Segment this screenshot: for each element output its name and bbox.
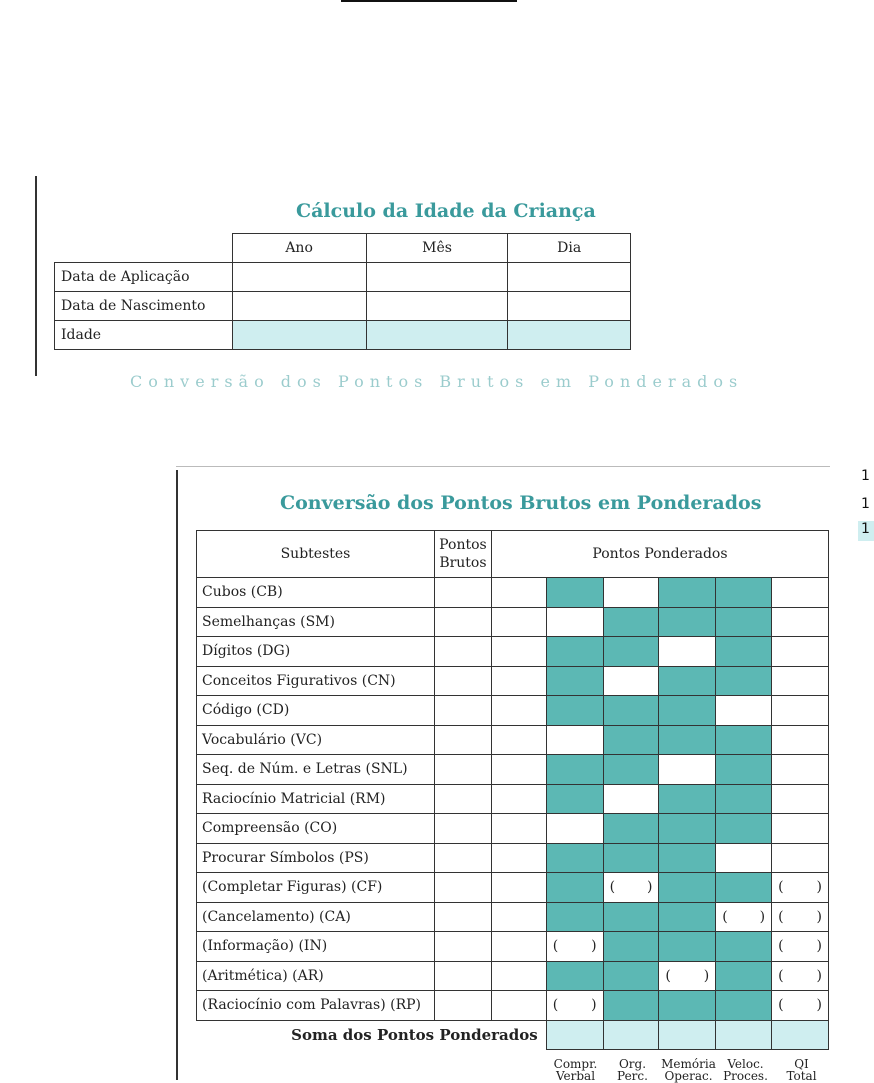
raw-score-cell[interactable] <box>434 637 491 667</box>
parentheses <box>604 879 659 895</box>
score-cell[interactable] <box>546 607 603 637</box>
subtest-name: (Aritmética) (AR) <box>197 961 435 991</box>
shaded-cell <box>603 696 659 726</box>
optional-score-cell[interactable] <box>772 961 829 991</box>
shaded-cell <box>716 991 772 1021</box>
footer-label <box>547 1058 604 1082</box>
parentheses <box>772 968 828 984</box>
age-row-idade <box>55 321 631 350</box>
shaded-cell <box>716 578 772 608</box>
raw-score-cell[interactable] <box>434 725 491 755</box>
shaded-cell <box>659 843 716 873</box>
parentheses <box>772 879 828 895</box>
shaded-cell <box>603 843 659 873</box>
weighted-score-cell[interactable] <box>491 755 546 785</box>
shaded-cell <box>603 755 659 785</box>
footer-label <box>660 1058 717 1082</box>
paren-close: ) <box>646 879 653 896</box>
paren-open: ( <box>778 967 784 984</box>
age-row-nascimento <box>55 292 631 321</box>
footer-label-line1: Memória <box>661 1057 716 1071</box>
shaded-cell <box>603 607 659 637</box>
age-row-label: Idade <box>55 321 233 350</box>
shaded-cell <box>603 637 659 667</box>
subtest-name: Vocabulário (VC) <box>197 725 435 755</box>
weighted-score-cell[interactable] <box>491 784 546 814</box>
side-number-highlight: 1 <box>858 521 874 541</box>
subtest-row <box>197 873 829 903</box>
paren-open: ( <box>552 938 559 955</box>
score-cell[interactable] <box>772 696 829 726</box>
shaded-cell <box>603 961 659 991</box>
subtest-row <box>197 578 829 608</box>
subtest-row <box>197 607 829 637</box>
score-cell[interactable] <box>716 843 772 873</box>
side-number: 1 <box>861 468 870 484</box>
age-col-mes: Mês <box>366 234 508 263</box>
score-cell[interactable] <box>772 637 829 667</box>
subtest-row <box>197 784 829 814</box>
shaded-cell <box>546 578 603 608</box>
shaded-cell <box>659 607 716 637</box>
subtest-name: Raciocínio Matricial (RM) <box>197 784 435 814</box>
age-result-cell[interactable] <box>508 321 631 350</box>
optional-score-cell[interactable] <box>603 873 659 903</box>
subtest-name: Cubos (CB) <box>197 578 435 608</box>
shaded-cell <box>716 725 772 755</box>
shaded-cell <box>716 607 772 637</box>
raw-score-cell[interactable] <box>434 843 491 873</box>
footer-label-line1: Compr. <box>553 1057 598 1071</box>
raw-score-cell[interactable] <box>434 607 491 637</box>
optional-score-cell[interactable] <box>716 902 772 932</box>
optional-score-cell[interactable] <box>772 932 829 962</box>
score-cell[interactable] <box>772 814 829 844</box>
raw-score-cell[interactable] <box>434 991 491 1021</box>
shaded-cell <box>716 784 772 814</box>
age-cell[interactable] <box>232 292 366 321</box>
subtest-name: (Completar Figuras) (CF) <box>197 873 435 903</box>
raw-score-cell[interactable] <box>434 666 491 696</box>
optional-score-cell[interactable] <box>546 932 603 962</box>
shaded-cell <box>603 725 659 755</box>
weighted-score-cell[interactable] <box>491 578 546 608</box>
optional-score-cell[interactable] <box>772 873 829 903</box>
subtest-row <box>197 843 829 873</box>
optional-score-cell[interactable] <box>772 902 829 932</box>
score-cell[interactable] <box>772 725 829 755</box>
subtest-name: Dígitos (DG) <box>197 637 435 667</box>
shaded-cell <box>659 814 716 844</box>
subtest-name: (Cancelamento) (CA) <box>197 902 435 932</box>
shaded-cell <box>546 666 603 696</box>
shaded-cell <box>546 637 603 667</box>
parentheses <box>547 997 603 1013</box>
footer-label-line1: Org. <box>618 1057 647 1071</box>
footer-label-line2: Perc. <box>617 1069 648 1083</box>
section-rule <box>176 466 830 467</box>
subtest-name: Seq. de Núm. e Letras (SNL) <box>197 755 435 785</box>
age-header-blank <box>55 234 233 263</box>
paren-close: ) <box>816 908 822 925</box>
shaded-cell <box>603 932 659 962</box>
score-cell[interactable] <box>659 637 716 667</box>
shaded-cell <box>546 755 603 785</box>
faded-next-title: Conversão dos Pontos Brutos em Ponderados <box>130 372 744 391</box>
subtest-name: (Raciocínio com Palavras) (RP) <box>197 991 435 1021</box>
age-row-aplicacao <box>55 263 631 292</box>
age-cell[interactable] <box>366 263 508 292</box>
subtest-name: Procurar Símbolos (PS) <box>197 843 435 873</box>
weighted-score-cell[interactable] <box>491 902 546 932</box>
subtest-name: Compreensão (CO) <box>197 814 435 844</box>
footer-label <box>773 1058 830 1082</box>
header-raw <box>434 531 491 578</box>
parentheses <box>772 938 828 954</box>
paren-close: ) <box>816 879 822 896</box>
shaded-cell <box>603 814 659 844</box>
subtest-row <box>197 991 829 1021</box>
shaded-cell <box>659 932 716 962</box>
subtest-row <box>197 814 829 844</box>
footer-label-line1: QI <box>794 1057 809 1071</box>
score-cell[interactable] <box>716 696 772 726</box>
sum-cell[interactable] <box>546 1020 603 1050</box>
footer-label <box>717 1058 774 1082</box>
shaded-cell <box>659 725 716 755</box>
footer-label-line2: Proces. <box>723 1069 768 1083</box>
score-cell[interactable] <box>772 666 829 696</box>
score-cell[interactable] <box>546 814 603 844</box>
shaded-cell <box>716 755 772 785</box>
weighted-score-cell[interactable] <box>491 725 546 755</box>
parentheses <box>547 938 603 954</box>
age-result-cell[interactable] <box>232 321 366 350</box>
shaded-cell <box>659 873 716 903</box>
score-cell[interactable] <box>772 843 829 873</box>
subtest-name: (Informação) (IN) <box>197 932 435 962</box>
top-rule <box>341 0 517 2</box>
shaded-cell <box>659 991 716 1021</box>
score-cell[interactable] <box>659 755 716 785</box>
score-cell[interactable] <box>546 725 603 755</box>
paren-close: ) <box>759 908 766 925</box>
shaded-cell <box>659 578 716 608</box>
subtest-name: Semelhanças (SM) <box>197 607 435 637</box>
score-cell[interactable] <box>772 784 829 814</box>
age-cell[interactable] <box>508 263 631 292</box>
footer-label-line2: Operac. <box>664 1069 713 1083</box>
shaded-cell <box>546 873 603 903</box>
conversion-header-row <box>197 531 829 578</box>
shaded-cell <box>546 696 603 726</box>
age-cell[interactable] <box>232 263 366 292</box>
sum-row <box>197 1020 829 1050</box>
weighted-score-cell[interactable] <box>491 873 546 903</box>
weighted-score-cell[interactable] <box>491 607 546 637</box>
parentheses <box>772 997 828 1013</box>
sum-cell[interactable] <box>603 1020 659 1050</box>
paren-close: ) <box>816 997 822 1014</box>
conversion-section-title: Conversão dos Pontos Brutos em Ponderados <box>280 492 762 514</box>
subtest-name: Código (CD) <box>197 696 435 726</box>
raw-score-cell[interactable] <box>434 755 491 785</box>
sum-cell[interactable] <box>659 1020 716 1050</box>
shaded-cell <box>716 666 772 696</box>
raw-score-cell[interactable] <box>434 578 491 608</box>
shaded-cell <box>659 696 716 726</box>
score-cell[interactable] <box>772 578 829 608</box>
score-cell[interactable] <box>772 607 829 637</box>
paren-open: ( <box>552 997 559 1014</box>
raw-score-cell[interactable] <box>434 902 491 932</box>
score-cell[interactable] <box>603 578 659 608</box>
paren-open: ( <box>609 879 616 896</box>
score-cell[interactable] <box>603 784 659 814</box>
optional-score-cell[interactable] <box>772 991 829 1021</box>
age-table <box>54 233 631 350</box>
footer-label-line1: Veloc. <box>727 1057 764 1071</box>
parentheses <box>772 909 828 925</box>
optional-score-cell[interactable] <box>546 991 603 1021</box>
left-margin-line <box>176 470 178 1080</box>
header-raw-line2: Brutos <box>439 555 487 571</box>
paren-open: ( <box>778 879 784 896</box>
paren-close: ) <box>816 938 822 955</box>
age-result-cell[interactable] <box>366 321 508 350</box>
shaded-cell <box>716 873 772 903</box>
score-cell[interactable] <box>772 755 829 785</box>
paren-open: ( <box>778 908 784 925</box>
paren-open: ( <box>722 908 728 925</box>
shaded-cell <box>716 814 772 844</box>
age-row-label: Data de Aplicação <box>55 263 233 292</box>
subtest-row <box>197 725 829 755</box>
age-cell[interactable] <box>508 292 631 321</box>
conversion-table <box>196 530 829 1050</box>
subtest-row <box>197 755 829 785</box>
raw-score-cell[interactable] <box>434 814 491 844</box>
raw-score-cell[interactable] <box>434 784 491 814</box>
paren-close: ) <box>703 967 710 984</box>
age-header-row <box>55 234 631 263</box>
shaded-cell <box>603 991 659 1021</box>
optional-score-cell[interactable] <box>659 961 716 991</box>
parentheses <box>659 968 715 984</box>
subtest-row <box>197 902 829 932</box>
sum-cell[interactable] <box>716 1020 772 1050</box>
parentheses <box>716 909 771 925</box>
age-section-title: Cálculo da Idade da Criança <box>296 200 596 222</box>
subtest-row <box>197 961 829 991</box>
footer-label-line2: Total <box>786 1069 817 1083</box>
raw-score-cell[interactable] <box>434 961 491 991</box>
shaded-cell <box>603 902 659 932</box>
weighted-score-cell[interactable] <box>491 961 546 991</box>
shaded-cell <box>546 961 603 991</box>
weighted-score-cell[interactable] <box>491 932 546 962</box>
shaded-cell <box>659 784 716 814</box>
shaded-cell <box>546 843 603 873</box>
paren-close: ) <box>591 997 597 1014</box>
sum-cell[interactable] <box>772 1020 829 1050</box>
shaded-cell <box>546 784 603 814</box>
weighted-score-cell[interactable] <box>491 991 546 1021</box>
shaded-cell <box>716 637 772 667</box>
subtest-row <box>197 932 829 962</box>
side-number: 1 <box>861 496 870 512</box>
header-weighted: Pontos Ponderados <box>491 531 828 578</box>
footer-label-line2: Verbal <box>555 1069 596 1083</box>
raw-score-cell[interactable] <box>434 932 491 962</box>
footer-label <box>604 1058 661 1082</box>
age-row-label: Data de Nascimento <box>55 292 233 321</box>
left-margin-line <box>35 176 37 376</box>
subtest-name: Conceitos Figurativos (CN) <box>197 666 435 696</box>
subtest-row <box>197 666 829 696</box>
paren-open: ( <box>778 938 784 955</box>
shaded-cell <box>716 932 772 962</box>
age-cell[interactable] <box>366 292 508 321</box>
header-subtests: Subtestes <box>197 531 435 578</box>
paren-close: ) <box>816 967 822 984</box>
weighted-score-cell[interactable] <box>491 843 546 873</box>
weighted-score-cell[interactable] <box>491 666 546 696</box>
age-col-dia: Dia <box>508 234 631 263</box>
paren-open: ( <box>665 967 671 984</box>
raw-score-cell[interactable] <box>434 696 491 726</box>
paren-open: ( <box>778 997 784 1014</box>
score-cell[interactable] <box>603 666 659 696</box>
shaded-cell <box>546 902 603 932</box>
raw-score-cell[interactable] <box>434 873 491 903</box>
subtest-row <box>197 696 829 726</box>
weighted-score-cell[interactable] <box>491 637 546 667</box>
weighted-score-cell[interactable] <box>491 696 546 726</box>
paren-close: ) <box>591 938 597 955</box>
weighted-score-cell[interactable] <box>491 814 546 844</box>
shaded-cell <box>659 666 716 696</box>
subtest-row <box>197 637 829 667</box>
sum-label: Soma dos Pontos Ponderados <box>197 1020 547 1050</box>
shaded-cell <box>716 961 772 991</box>
age-col-ano: Ano <box>232 234 366 263</box>
header-raw-line1: Pontos <box>439 537 487 553</box>
shaded-cell <box>659 902 716 932</box>
